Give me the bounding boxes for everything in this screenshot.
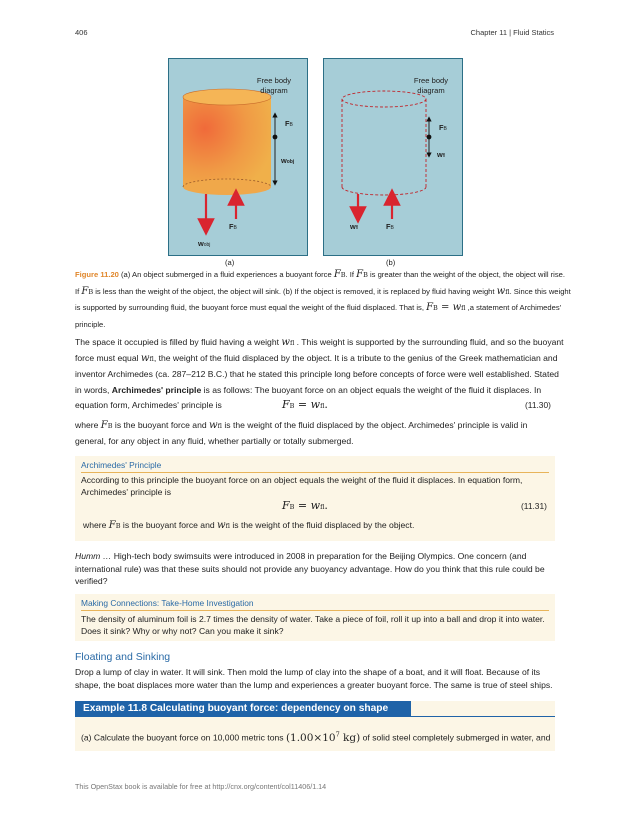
fbd-weight-label-a: wobj	[281, 156, 295, 165]
example-divider	[75, 716, 555, 717]
box-text: According to this principle the buoyant force on an object equals the weight of the fluid it displaces. In equation form, Archimedes' principle is	[81, 475, 523, 497]
figure-panel-b	[323, 58, 463, 256]
chapter-title: Chapter 11 | Fluid Statics	[470, 28, 554, 37]
equation-number-11-31: (11.31)	[521, 501, 547, 511]
fbd-weight-label-b: wfl	[437, 150, 446, 159]
example-title: Example 11.8 Calculating buoyant force: dependency on shape	[75, 701, 411, 716]
figure-caption: Figure 11.20 (a) An object submerged in a fluid experiences a buoyant force FB. If FB is greater than the weight of the object, the object will rise. If FB is less than the weight of the object, the object will sink. (b) If the object is removed, it is replaced by fluid having weight wfl. Since this weight is supported by surrounding fluid, the buoyant force must equal the weight of the fluid displaced. That is, FB = wfl ,a statement of Archimedes' principle.	[75, 269, 571, 329]
section-heading: Floating and Sinking	[75, 651, 171, 663]
fbd-title-b: Free body diagram	[413, 76, 449, 95]
archimedes-principle-box	[75, 456, 555, 541]
equation-11-31: FB = wfl.	[282, 499, 328, 512]
weight-arrow-label-a: wobj	[198, 239, 211, 248]
buoyant-arrow-label-a: FB	[229, 222, 237, 231]
example-text: (a) Calculate the buoyant force on 10,000 metric tons ($1.00\times 10^7$ kg) of solid steel completely submerged in water, and	[81, 730, 551, 744]
equation-number-11-30: (11.30)	[525, 400, 551, 410]
box-title: Archimedes' Principle	[81, 460, 549, 473]
body-paragraph-1: The space it occupied is filled by fluid having a weight wfl . This weight is supported by the surrounding fluid, and so the buoyant force must equal wfl, the weight of the fluid displaced by the object. It is a tribute to the genius of the Greek mathematician and inventor Archimedes (ca. 287–212 B.C.) that he stated this principle long before concepts of force were well established. Stated in words, Archimedes' principle is as follows: The buoyant force on an object equals the weight of the fluid it displaces. In equation form, Archimedes' principle is	[75, 337, 564, 410]
fbd-title-a: Free body diagram	[256, 76, 292, 95]
equation-11-30: FB = wfl.	[282, 398, 328, 411]
floating-paragraph: Drop a lump of clay in water. It will sink. Then mold the lump of clay into the shape of a boat, and it will float. Because of its shape, the boat displaces more water than the lump and experiences a greater buoyant force. The same is true of steel ships.	[75, 667, 553, 690]
buoyant-arrow-label-b: FB	[386, 222, 394, 231]
page-number: 406	[75, 28, 88, 37]
fbd-buoyant-label-a: FB	[285, 119, 293, 128]
footer-note: This OpenStax book is available for free at http://cnx.org/content/col11406/1.14	[75, 782, 327, 791]
box-where-line: where FB is the buoyant force and wfl is the weight of the fluid displaced by the object.	[83, 520, 415, 531]
body-paragraph-2: where FB is the buoyant force and wfl is the weight of the fluid displaced by the object. Archimedes' principle is valid in general, for any object in any fluid, whether partially or totally submerged.	[75, 420, 528, 447]
making-connections-box	[75, 594, 555, 641]
box-text: The density of aluminum foil is 2.7 times the density of water. Take a piece of foil, roll it up into a ball and drop it into water. Does it sink? Why or why not? Can you make it sink?	[81, 614, 545, 636]
figure-panel-a	[168, 58, 308, 256]
box-title: Making Connections: Take-Home Investigation	[81, 598, 549, 611]
example-box	[75, 701, 555, 751]
panel-b-label: (b)	[386, 258, 396, 267]
archimedes-principle-term: Archimedes' principle	[111, 384, 202, 395]
humm-paragraph: Humm … High-tech body swimsuits were introduced in 2008 in preparation for the Beijing Olympics. One concern (and international rule) was that these suits should not provide any buoyancy advantage. How do you think that this rule could be verified?	[75, 551, 545, 586]
fbd-buoyant-label-b: FB	[439, 123, 447, 132]
figure-label: Figure 11.20	[75, 270, 119, 279]
panel-a-label: (a)	[225, 258, 235, 267]
weight-arrow-label-b: wfl	[350, 222, 359, 231]
